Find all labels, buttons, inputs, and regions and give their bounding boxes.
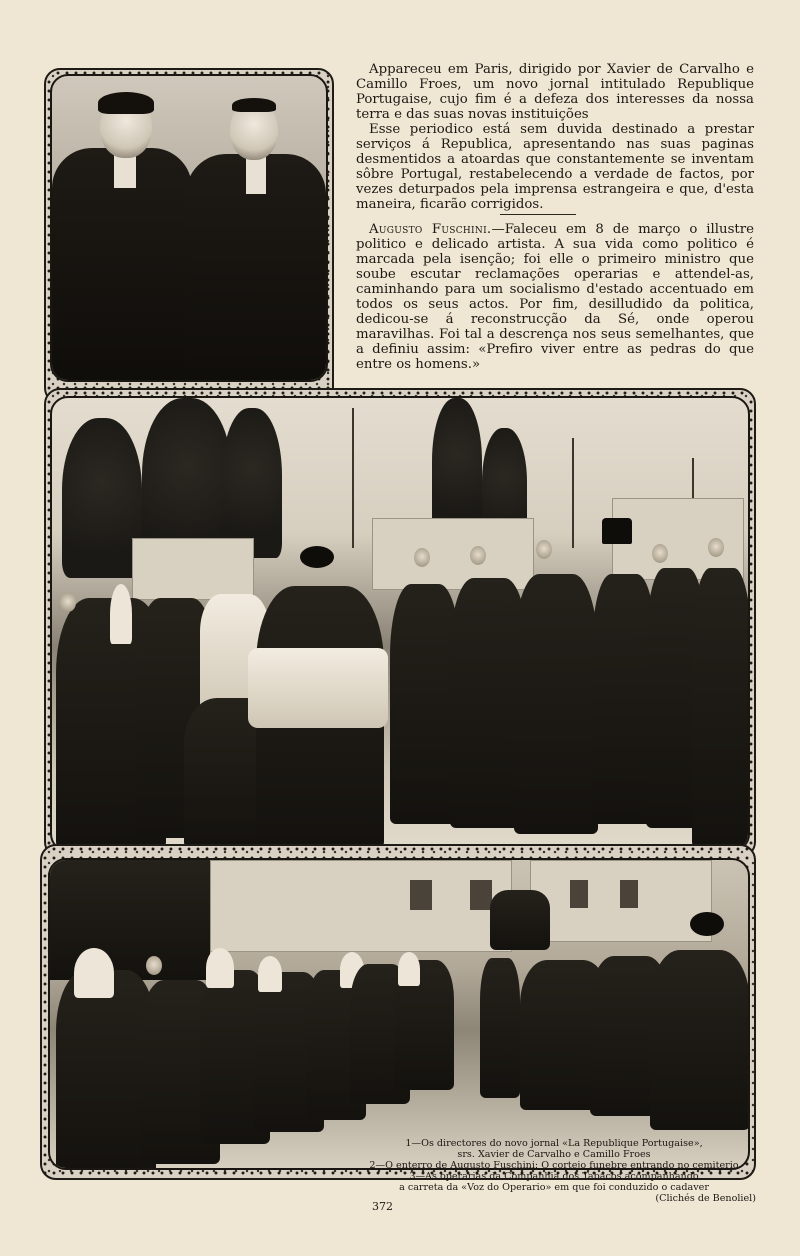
caption-line-5: a carreta da «Voz do Operario» em que foi conduzido o cadaver xyxy=(399,1182,709,1193)
man-right-figure xyxy=(172,76,328,382)
caption-line-2: srs. Xavier de Carvalho e Camillo Froes xyxy=(457,1149,651,1160)
article-text-fuschini xyxy=(356,222,754,372)
photo-tobacco-workers xyxy=(48,858,750,1170)
caption-line-1: 1—Os directores do novo jornal «La Republique Portugaise», xyxy=(405,1138,703,1149)
fuschini-heading: Augusto Fuschini. xyxy=(369,222,492,237)
fuschini-text: —Faleceu em 8 de março o illustre politico e delicado artista. A sua vida como politico é marcada pela isenção; foi elle o primeiro ministro que soube escutar reclamações operarias e attendel-as, caminhando para um socialismo d'estado accentuado em todos os seus actos. Por fim, desilludido da politica, dedicou-se á reconstrucção da Sé, onde operou maravilhas. Foi tal a descrença nos seus semelhantes, que a definiu assim: «Prefiro viver entre as pedras do que entre os homens.» xyxy=(356,222,754,372)
section-divider xyxy=(500,214,576,215)
page-number: 372 xyxy=(372,1200,393,1213)
article-paragraph-1: Appareceu em Paris, dirigido por Xavier de Carvalho e Camillo Froes, um novo jornal intitulado Republique Portugaise, cujo fim é a defeza dos interesses da nossa terra e das suas novas instituições xyxy=(356,62,754,122)
article-paragraph-3 xyxy=(356,222,754,372)
photo-funeral-procession xyxy=(50,396,750,852)
photo-directors xyxy=(50,74,328,382)
article-paragraph-2: Esse periodico está sem duvida destinado a prestar serviços á Republica, apresentando nas suas paginas desmentidos a atoardas que constantemente se inventam sôbre Portugal, restabelecendo a verdade de factos, por vezes deturpados pela imprensa estrangeira e que, d'esta maneira, ficarão corrigidos. xyxy=(356,122,754,212)
caption-line-4: 3—As operarias da Companhia dos Tabacos acompanhando xyxy=(409,1171,699,1182)
photo-captions xyxy=(352,1138,756,1204)
photo-credit: (Clichés de Benoliel) xyxy=(655,1193,756,1204)
caption-line-3: 2—O enterro de Augusto Fuschini: O cortejo funebre entrando no cemiterio xyxy=(369,1160,739,1171)
article-text-top xyxy=(356,62,754,212)
